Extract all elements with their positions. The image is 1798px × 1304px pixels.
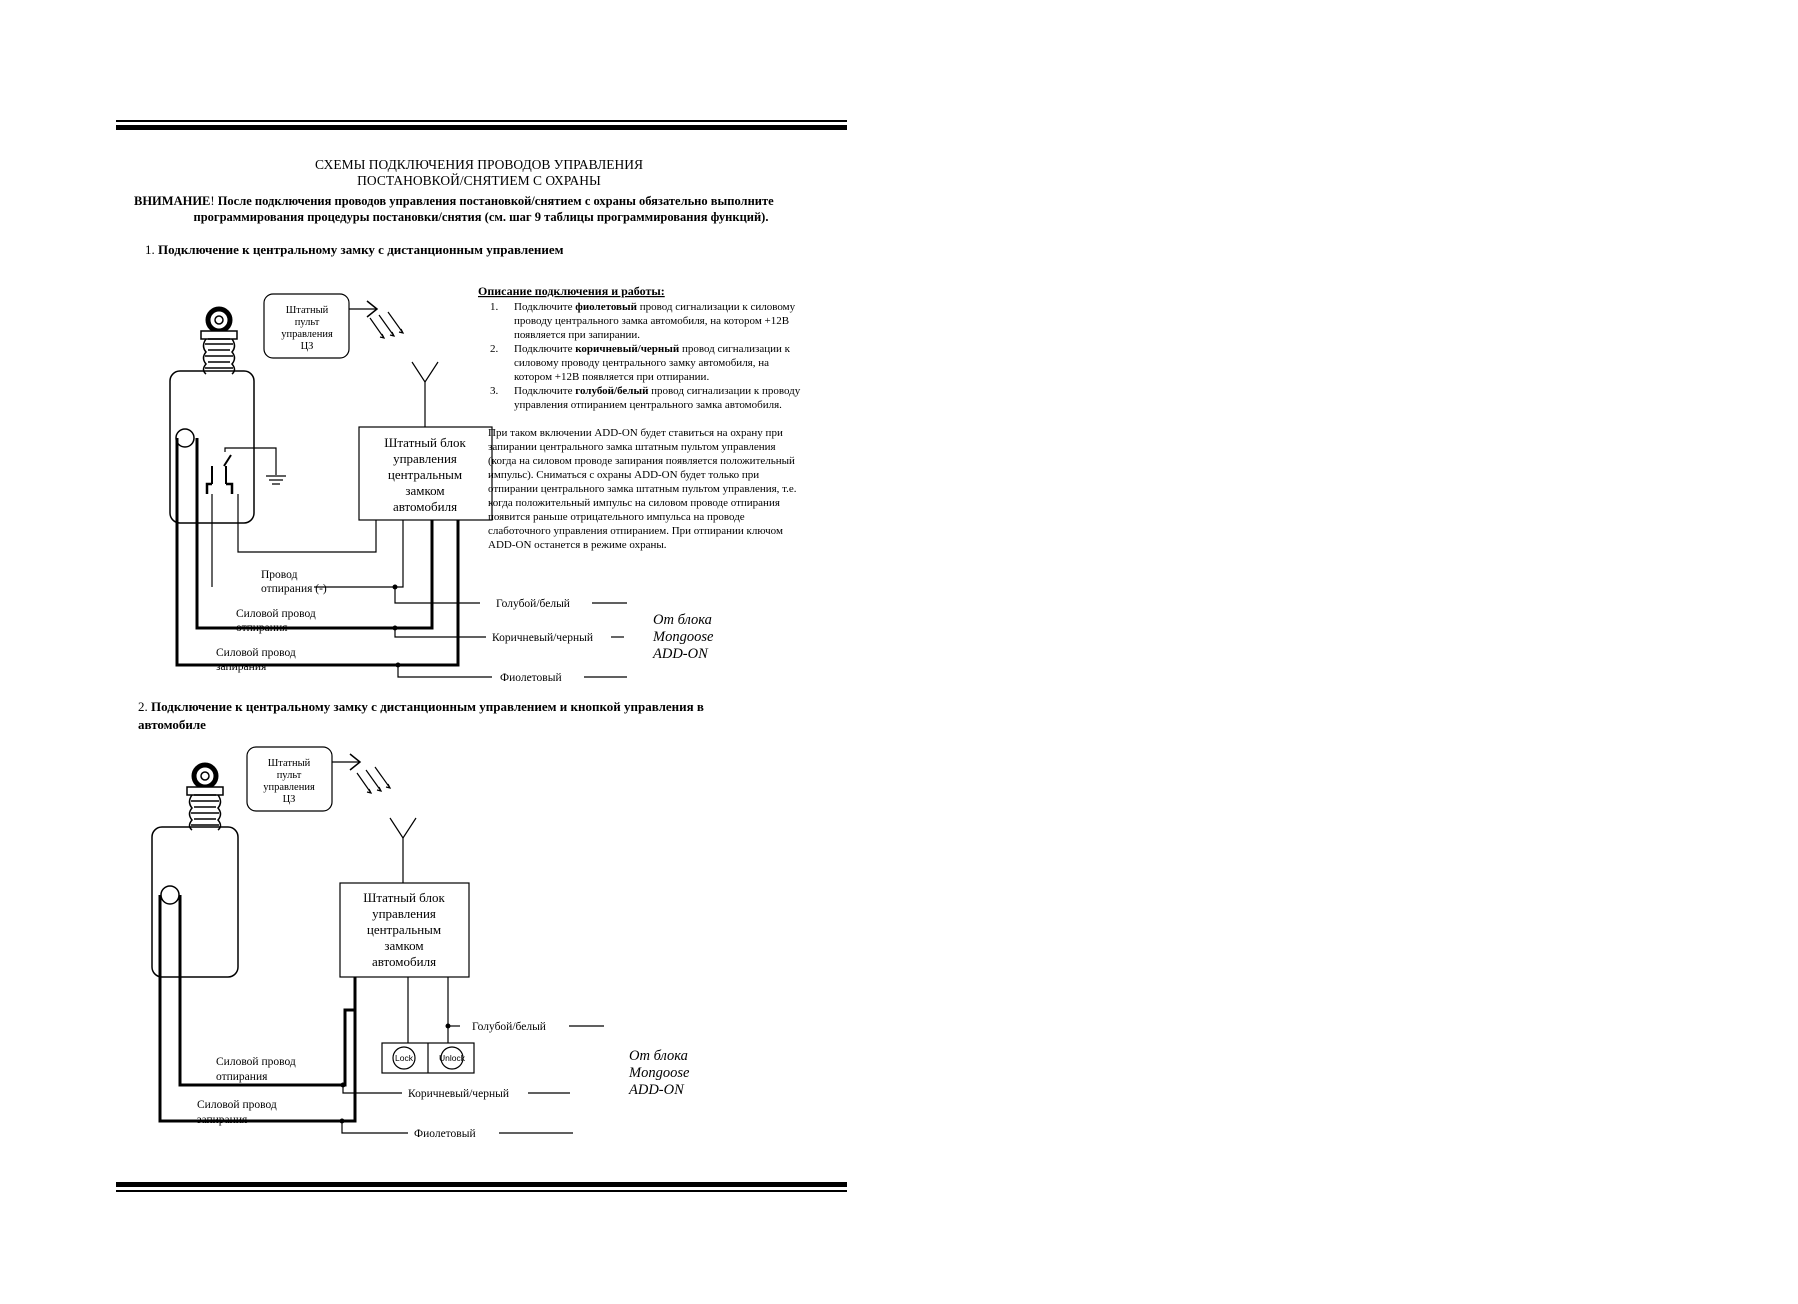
svg-text:автомобиля: автомобиля: [371, 954, 437, 969]
signal-waves-icon: [370, 312, 403, 338]
svg-text:От блока: От блока: [629, 1048, 688, 1064]
section1-unit-label: [384, 435, 466, 514]
svg-text:Штатный: Штатный: [285, 305, 329, 316]
svg-text:ЦЗ: ЦЗ: [282, 794, 296, 805]
warning-line2: программирования процедуры постановки/снятия (см. шаг 9 таблицы программирования функций).: [193, 210, 769, 224]
wire-blue-white: Голубой/белый: [496, 598, 570, 610]
svg-text:появляется при запирании.: появляется при запирании.: [514, 329, 641, 341]
svg-text:отпирания: отпирания: [236, 622, 288, 634]
wire-violet: Фиолетовый: [500, 672, 562, 684]
svg-text:1.: 1.: [490, 301, 499, 313]
svg-text:силовому проводу центрального: силовому проводу центрального замку автомобиля, на: [514, 357, 770, 369]
power-unlock-label-2: Силовой провод: [216, 1056, 296, 1068]
svg-text:запирания: запирания: [197, 1114, 248, 1126]
wire-brown-black: Коричневый/черный: [492, 632, 593, 644]
svg-text:3.: 3.: [490, 385, 499, 397]
svg-text:котором +12В появляется при от: котором +12В появляется при отпирании.: [514, 371, 710, 383]
svg-text:отпирания (-): отпирания (-): [261, 583, 327, 595]
wire-brown-black-2: Коричневый/черный: [408, 1088, 509, 1100]
page-title-line1: СХЕМЫ ПОДКЛЮЧЕНИЯ ПРОВОДОВ УПРАВЛЕНИЯ: [314, 157, 644, 172]
svg-text:От блока: От блока: [653, 612, 712, 628]
section2-from-block: [628, 1048, 690, 1098]
warning-line1: ВНИМАНИЕ! После подключения проводов управления постановкой/снятием с охраны обязательно выполните: [134, 194, 774, 208]
svg-text:запирания: запирания: [216, 661, 267, 673]
svg-text:Подключите фиолетовый провод с: Подключите фиолетовый провод сигнализации к силовому: [514, 301, 796, 313]
svg-text:управления: управления: [281, 329, 333, 340]
signal-waves-icon-2: [357, 767, 390, 793]
svg-text:ЦЗ: ЦЗ: [300, 341, 314, 352]
unlock-button-label: Unlock: [439, 1053, 465, 1063]
antenna-icon-2: [390, 818, 416, 883]
svg-text:2.: 2.: [490, 343, 499, 355]
svg-text:пульт: пульт: [276, 770, 302, 781]
power-lock-label: Силовой провод: [216, 647, 296, 659]
svg-text:появится раньше отрицательного: появится раньше отрицательного импульса на проводе: [488, 511, 745, 523]
section2-button-labels: [395, 1053, 466, 1063]
svg-text:ADD-ON: ADD-ON: [653, 646, 708, 662]
section1-from-block: [652, 612, 714, 662]
lock-actuator-icon-2: [152, 765, 238, 977]
svg-text:ADD-ON: ADD-ON: [629, 1082, 684, 1098]
section2-unit-label: [363, 890, 445, 969]
svg-text:центральным: центральным: [387, 467, 463, 482]
svg-text:управления: управления: [372, 906, 436, 921]
top-rule: [116, 120, 847, 130]
bottom-rule: [116, 1182, 847, 1192]
svg-text:замком: замком: [384, 938, 424, 953]
svg-text:Штатный блок: Штатный блок: [384, 435, 466, 450]
section2-heading-line2: автомобиле: [138, 717, 206, 732]
power-unlock-label: Силовой провод: [236, 608, 316, 620]
wire-violet-2: Фиолетовый: [414, 1128, 476, 1140]
svg-text:импульс). Сниматься с охраны A: импульс). Сниматься с охраны ADD-ON будет только при: [488, 469, 760, 481]
svg-text:Mongoose: Mongoose: [653, 629, 714, 645]
svg-text:пульт: пульт: [294, 317, 320, 328]
svg-text:автомобиля: автомобиля: [392, 499, 458, 514]
svg-text:Подключите коричневый/черный: Подключите коричневый/черный провод сигнализации к: [514, 343, 790, 355]
section2-heading-line1: 2. Подключение к центральному замку с дистанционным управлением и кнопкой управления в: [138, 699, 704, 714]
svg-text:проводу центрального замка авт: проводу центрального замка автомобиля, на котором +12В: [514, 315, 790, 327]
svg-text:когда положительный импульс на: когда положительный импульс на силовом проводе отпирания: [488, 497, 780, 509]
description-title: Описание подключения и работы:: [478, 284, 665, 298]
svg-text:отпирания: отпирания: [216, 1071, 268, 1083]
release-wire-label: Провод: [261, 569, 298, 581]
page-title-line2: ПОСТАНОВКОЙ/СНЯТИЕМ С ОХРАНЫ: [357, 173, 601, 188]
lock-actuator-icon: [170, 309, 286, 523]
power-lock-label-2: Силовой провод: [197, 1099, 277, 1111]
description-paragraph: При таком включении ADD-ON будет ставиться на охрану при: [488, 427, 783, 439]
section2-remote-label: [263, 758, 315, 805]
svg-text:отпирании центрального замка: отпирании центрального замка штатным пультом управления, т.е.: [488, 483, 797, 495]
svg-text:управления: управления: [263, 782, 315, 793]
svg-text:Штатный: Штатный: [267, 758, 311, 769]
svg-text:слаботочного управления отпира: слаботочного управления отпиранием. При отпирании ключом: [488, 525, 783, 537]
svg-text:запирании центрального замка ш: запирании центрального замка штатным пультом управления: [488, 441, 776, 453]
svg-text:замком: замком: [405, 483, 445, 498]
description-block: [478, 284, 801, 551]
section1-heading: 1. Подключение к центральному замку с дистанционным управлением: [145, 242, 564, 257]
svg-text:Подключите голубой/белый прово: Подключите голубой/белый провод сигнализации к проводу: [514, 385, 801, 397]
svg-text:управления отпиранием централ: управления отпиранием центрального замка автомобиля.: [514, 399, 782, 411]
antenna-icon: [412, 362, 438, 427]
svg-text:Штатный блок: Штатный блок: [363, 890, 445, 905]
svg-text:(когда на силовом проводе запи: (когда на силовом проводе запирания появляется положительный: [488, 455, 795, 467]
lock-button-label: Lock: [395, 1053, 413, 1063]
wire-blue-white-2: Голубой/белый: [472, 1021, 546, 1033]
svg-text:Mongoose: Mongoose: [629, 1065, 690, 1081]
svg-text:ADD-ON останется в режиме охра: ADD-ON останется в режиме охраны.: [488, 539, 667, 551]
svg-text:центральным: центральным: [366, 922, 442, 937]
section1-remote-label: [281, 305, 333, 352]
svg-text:управления: управления: [393, 451, 457, 466]
